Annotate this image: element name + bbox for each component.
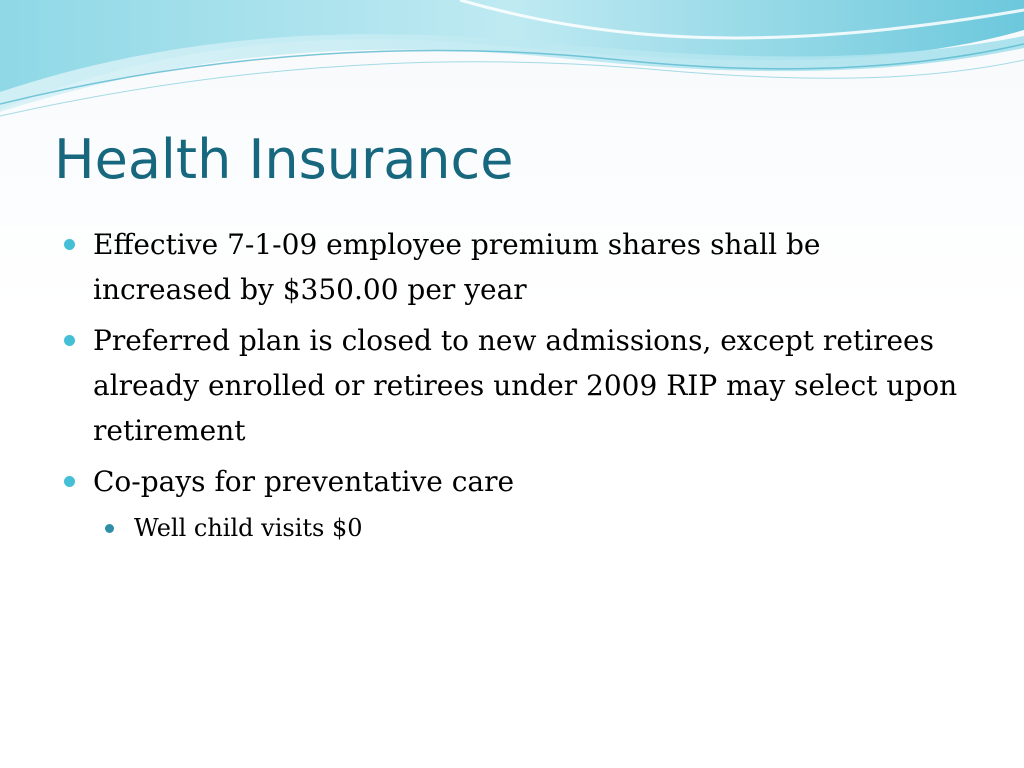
decorative-wave-banner <box>0 0 1024 130</box>
bullet-text: Preferred plan is closed to new admissions, except retirees already enrolled or retirees under 2009 RIP may select upon retirement <box>93 324 958 447</box>
bullet-item-preferred-plan <box>62 318 962 453</box>
sub-bullet-text: Well child visits $0 <box>134 514 363 542</box>
bullet-item-co-pays <box>62 459 962 504</box>
bullet-dot-icon <box>64 476 75 487</box>
bullet-dot-icon <box>64 335 75 346</box>
bullet-text: Co-pays for preventative care <box>93 465 515 498</box>
bullet-dot-icon <box>64 239 75 250</box>
sub-bullet-item-well-child <box>103 510 962 546</box>
bullet-text: Effective 7-1-09 employee premium shares shall be increased by $350.00 per year <box>93 228 821 306</box>
sub-bullet-dot-icon <box>105 524 114 533</box>
bullet-list <box>62 222 962 546</box>
bullet-item-premium-shares <box>62 222 962 312</box>
slide-title: Health Insurance <box>54 128 514 191</box>
